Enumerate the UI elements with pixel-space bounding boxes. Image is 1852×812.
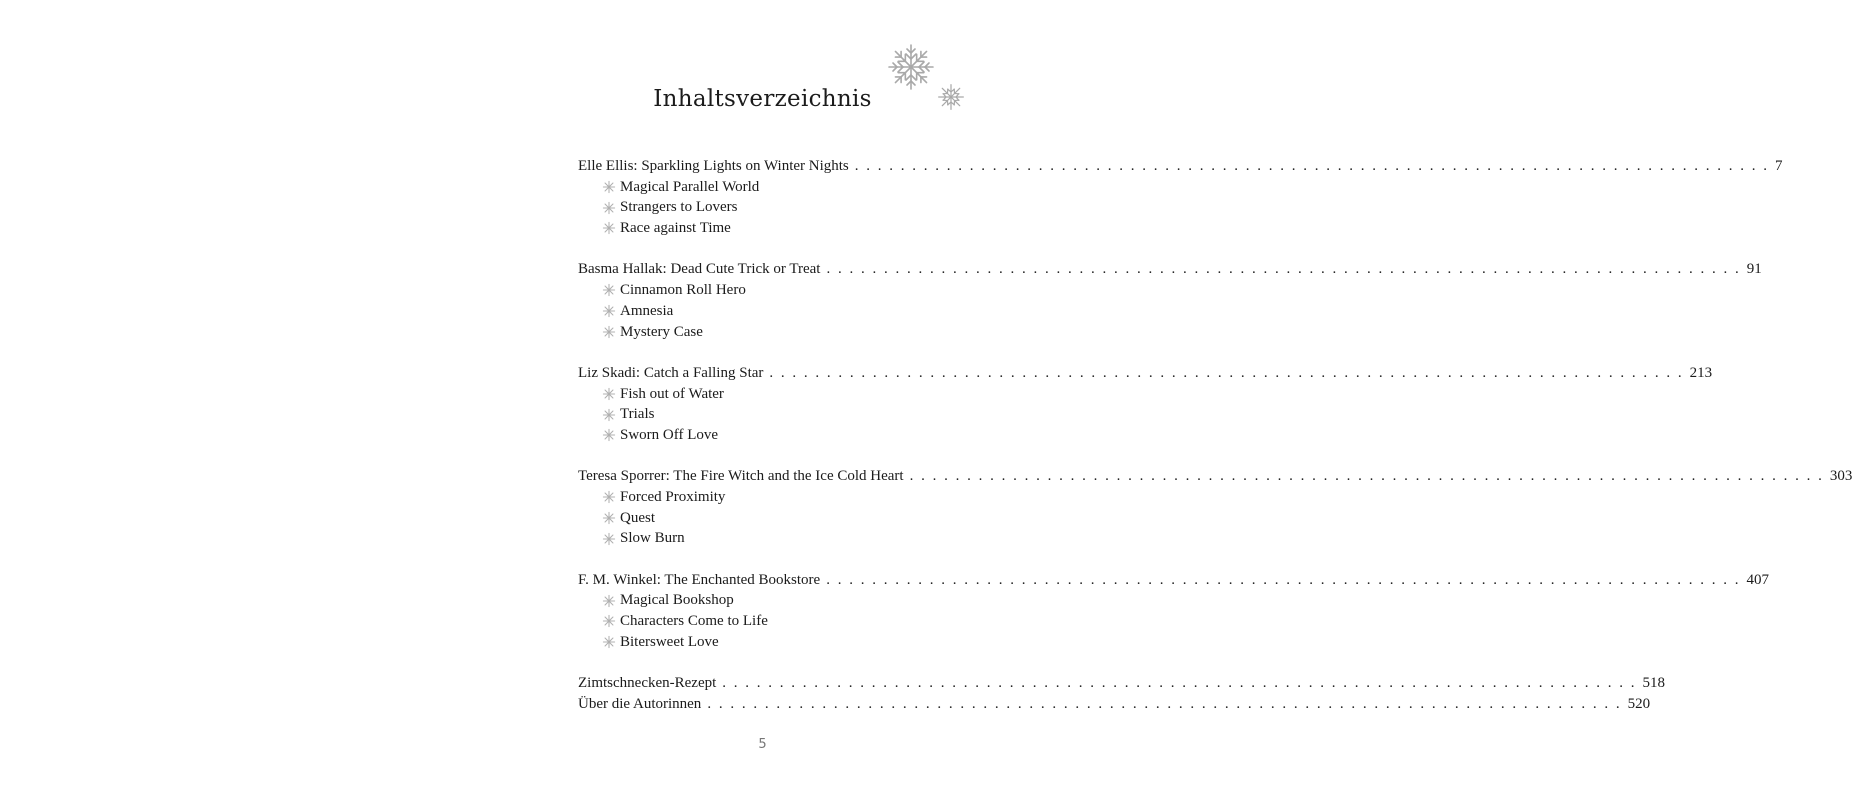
snowflake-bullet-icon [602, 408, 620, 422]
snowflake-bullet-icon [602, 594, 620, 608]
snowflake-bullet-icon [602, 635, 620, 649]
table-of-contents [578, 156, 1852, 715]
snowflake-icon [886, 42, 936, 92]
trope-item [578, 487, 944, 508]
trope-label: Strangers to Lovers [620, 199, 738, 216]
trope-label: Trials [620, 406, 655, 423]
trope-item [578, 218, 944, 239]
toc-entry [578, 466, 1852, 487]
toc-page-number: 520 [1627, 695, 1651, 712]
trope-label: Amnesia [620, 302, 674, 319]
section-spacer [578, 446, 944, 467]
trope-label: Cinnamon Roll Hero [620, 282, 746, 299]
trope-label: Characters Come to Life [620, 613, 768, 630]
trope-item [578, 301, 944, 322]
snowflake-bullet-icon [602, 387, 620, 401]
page-title: Inhaltsverzeichnis [653, 86, 872, 112]
snowflake-bullet-icon [602, 428, 620, 442]
dot-leader: . . . . . . . . . . . . . . . . . . . . . . . . . . . . . . . . . . . . . . . . . . . . . . . . . . . . . . . . . . . . . . . . . . . . . . . . . . . . . . . . [707, 695, 1622, 712]
dot-leader: . . . . . . . . . . . . . . . . . . . . . . . . . . . . . . . . . . . . . . . . . . . . . . . . . . . . . . . . . . . . . . . . . . . . . . . . . . . . . . . . [826, 571, 1741, 588]
snowflake-bullet-icon [602, 325, 620, 339]
trope-label: Sworn Off Love [620, 426, 719, 443]
trope-item [578, 508, 944, 529]
trope-label: Magical Parallel World [620, 178, 760, 195]
snowflake-bullet-icon [602, 283, 620, 297]
toc-entry [578, 363, 1713, 384]
toc-page-number: 407 [1746, 571, 1769, 588]
trope-item [578, 425, 944, 446]
trope-label: Forced Proximity [620, 489, 726, 505]
toc-entry-title: Basma Hallak: Dead Cute Trick or Treat [578, 261, 821, 278]
toc-entry [578, 259, 1762, 280]
trope-label: Race against Time [620, 220, 731, 237]
toc-entry [578, 570, 1769, 591]
page-number: 5 [758, 737, 767, 752]
toc-entry-title: Teresa Sporrer: The Fire Witch and the Ice Cold Heart [578, 468, 904, 485]
dot-leader: . . . . . . . . . . . . . . . . . . . . . . . . . . . . . . . . . . . . . . . . . . . . . . . . . . . . . . . . . . . . . . . . . . . . . . . . . . . . . . . . [909, 468, 1824, 485]
trope-item [578, 322, 944, 343]
toc-page-number: 7 [1775, 158, 1783, 174]
trope-item [578, 384, 944, 405]
trope-label: Quest [620, 509, 655, 526]
trope-label: Mystery Case [620, 323, 703, 340]
snowflake-bullet-icon [602, 511, 620, 525]
toc-entry-title: Liz Skadi: Catch a Falling Star [578, 364, 764, 381]
trope-item [578, 280, 944, 301]
section-spacer [578, 239, 944, 260]
trope-label: Fish out of Water [620, 385, 724, 402]
trope-item [578, 197, 944, 218]
toc-entry [578, 673, 1666, 694]
toc-entry [578, 694, 1651, 715]
trope-item [578, 590, 944, 611]
snowflake-bullet-icon [602, 490, 620, 504]
dot-leader: . . . . . . . . . . . . . . . . . . . . . . . . . . . . . . . . . . . . . . . . . . . . . . . . . . . . . . . . . . . . . . . . . . . . . . . . . . . . . . . . [769, 364, 1684, 381]
snowflake-bullet-icon [602, 614, 620, 628]
toc-entry-title: Über die Autorinnen [578, 695, 702, 712]
section-spacer [578, 653, 944, 674]
snowflake-bullet-icon [602, 304, 620, 318]
section-spacer [578, 549, 944, 570]
trope-label: Magical Bookshop [620, 592, 734, 609]
right-page [510, 0, 1852, 812]
snowflake-bullet-icon [602, 532, 620, 546]
toc-entry-title: F. M. Winkel: The Enchanted Bookstore [578, 571, 821, 588]
trope-label: Slow Burn [620, 530, 685, 547]
toc-page-number: 303 [1829, 468, 1852, 485]
trope-item [578, 611, 944, 632]
dot-leader: . . . . . . . . . . . . . . . . . . . . . . . . . . . . . . . . . . . . . . . . . . . . . . . . . . . . . . . . . . . . . . . . . . . . . . . . . . . . . . . . [826, 261, 1741, 278]
dot-leader: . . . . . . . . . . . . . . . . . . . . . . . . . . . . . . . . . . . . . . . . . . . . . . . . . . . . . . . . . . . . . . . . . . . . . . . . . . . . . . . . [722, 675, 1637, 692]
trope-label: Bitersweet Love [620, 633, 719, 650]
snowflake-bullet-icon [602, 180, 620, 194]
trope-item [578, 528, 944, 549]
snowflake-bullet-icon [602, 201, 620, 215]
toc-entry-title: Elle Ellis: Sparkling Lights on Winter Nights [578, 158, 849, 174]
toc-entry [578, 156, 1783, 177]
dot-leader: . . . . . . . . . . . . . . . . . . . . . . . . . . . . . . . . . . . . . . . . . . . . . . . . . . . . . . . . . . . . . . . . . . . . . . . . . . . . . . . . [854, 158, 1770, 174]
toc-page-number: 91 [1746, 261, 1762, 278]
toc-page-number: 518 [1642, 675, 1666, 692]
section-spacer [578, 342, 944, 363]
toc-page-number: 213 [1689, 364, 1713, 381]
trope-item [578, 632, 944, 653]
trope-item [578, 404, 944, 425]
trope-item [578, 177, 944, 198]
snowflake-bullet-icon [602, 221, 620, 235]
toc-entry-title: Zimtschnecken-Rezept [578, 675, 717, 692]
